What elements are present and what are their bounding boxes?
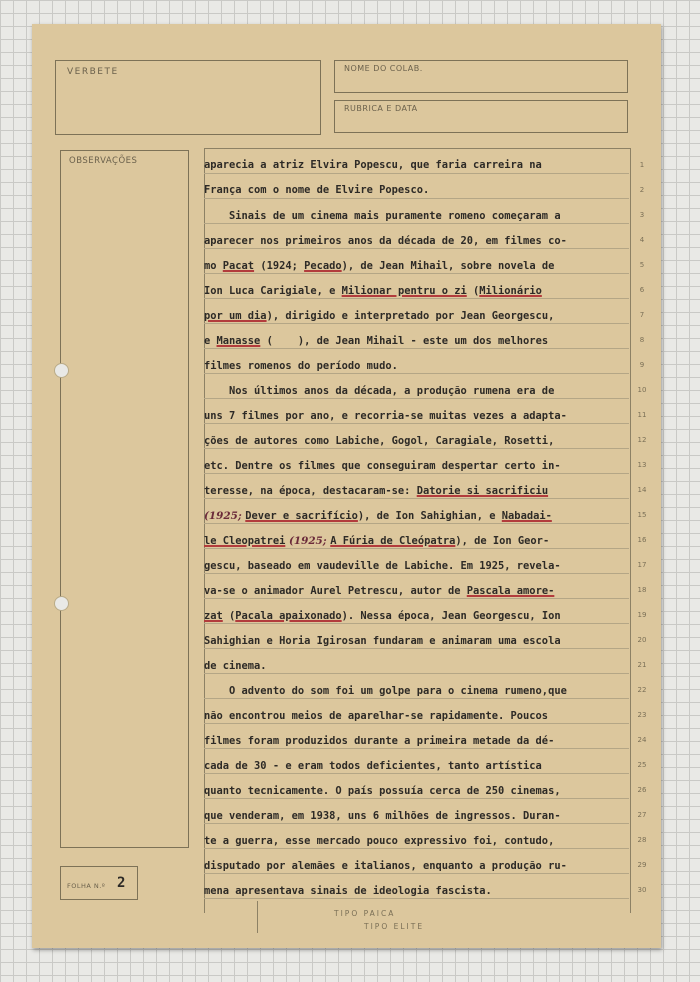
- text-line-19: zat (Pacala apaixonado). Nessa época, Jean Georgescu, Ion: [204, 610, 561, 622]
- folha-box: [60, 866, 138, 900]
- line-number: 14: [637, 486, 647, 494]
- line-number: 13: [637, 461, 647, 469]
- tipo-paica-label: TIPO PAICA: [334, 909, 396, 918]
- text-line-14: teresse, na época, destacaram-se: Datorie si sacrificiu: [204, 485, 549, 497]
- text-line-2: França com o nome de Elvire Popesco.: [204, 184, 430, 196]
- folha-number: 2: [117, 875, 126, 891]
- line-number: 2: [639, 186, 645, 194]
- line-number: 12: [637, 436, 647, 444]
- line-number: 17: [637, 561, 647, 569]
- text-line-26: quanto tecnicamente. O país possuía cerca de 250 cinemas,: [204, 785, 561, 797]
- folha-label: FOLHA N.º: [67, 882, 106, 890]
- film-title-manasse: Manasse: [216, 335, 261, 347]
- text-line-1: aparecia a atriz Elvira Popescu, que faria carreira na: [204, 159, 542, 171]
- line-number: 24: [637, 736, 647, 744]
- line-number: 28: [637, 836, 647, 844]
- line-number: 23: [637, 711, 647, 719]
- film-title-pacala: Pacala apaixonado: [235, 610, 342, 622]
- film-title-datorie: Datorie si sacrificiu: [416, 485, 549, 497]
- text-line-5: mo Pacat (1924; Pecado), de Jean Mihail, sobre novela de: [204, 260, 555, 272]
- nome-colab-label: NOME DO COLAB.: [344, 64, 423, 73]
- text-line-4: aparecer nos primeiros anos da década de 20, em filmes co-: [204, 235, 567, 247]
- text-line-25: cada de 30 - e eram todos deficientes, tanto artística: [204, 760, 542, 772]
- text-line-21: de cinema.: [204, 660, 267, 672]
- line-number: 11: [637, 411, 647, 419]
- punch-hole-bottom: [54, 596, 69, 611]
- film-title-pecado: Pecado: [304, 260, 342, 272]
- text-line-18: va-se o animador Aurel Petrescu, autor de Pascala amore-: [204, 585, 555, 597]
- text-line-7: por um dia), dirigido e interpretado por Jean Georgescu,: [204, 310, 555, 322]
- line-number: 4: [639, 236, 645, 244]
- typed-text-body: [204, 148, 629, 912]
- line-number: 18: [637, 586, 647, 594]
- film-title-nabadaile: Nabadai-: [501, 510, 552, 522]
- line-number: 30: [637, 886, 647, 894]
- line-number: 6: [639, 286, 645, 294]
- text-line-17: gescu, baseado em vaudeville de Labiche. Em 1925, revela-: [204, 560, 561, 572]
- line-number: 9: [639, 361, 645, 369]
- observacoes-box: [60, 150, 189, 848]
- text-line-6: Ion Luca Carigiale, e Milionar pentru o zi (Milionário: [204, 285, 542, 297]
- line-number: 29: [637, 861, 647, 869]
- line-number: 5: [639, 261, 645, 269]
- text-line-9: filmes romenos do período mudo.: [204, 360, 398, 372]
- observacoes-label: OBSERVAÇÕES: [69, 156, 138, 166]
- text-line-10: Nos últimos anos da década, a produção rumena era de: [204, 385, 555, 397]
- text-line-23: não encontrou meios de aparelhar-se rapidamente. Poucos: [204, 710, 549, 722]
- text-line-28: te a guerra, esse mercado pouco expressivo foi, contudo,: [204, 835, 555, 847]
- rubrica-data-label: RUBRICA E DATA: [344, 104, 418, 113]
- film-title-dever: Dever e sacrifício: [245, 510, 358, 522]
- film-title-cleopatrei: le Cleopatrei: [204, 535, 286, 547]
- handwritten-year-1925-b: (1925;: [285, 535, 331, 547]
- rubrica-data-box: [334, 100, 628, 133]
- film-title-zat: zat: [204, 610, 223, 622]
- film-title-milionario: Milionário: [479, 285, 542, 297]
- text-line-24: filmes foram produzidos durante a primeira metade da dé-: [204, 735, 555, 747]
- line-number: 3: [639, 211, 645, 219]
- text-line-15: (1925; Dever e sacrifício), de Ion Sahighian, e Nabadai-: [204, 510, 552, 522]
- line-number: 10: [637, 386, 647, 394]
- line-number: 21: [637, 661, 647, 669]
- punch-hole-top: [54, 363, 69, 378]
- line-number: 22: [637, 686, 647, 694]
- verbete-label: VERBETE: [67, 67, 119, 77]
- line-number: 25: [637, 761, 647, 769]
- text-line-16: le Cleopatrei (1925; A Fúria de Cleópatra), de Ion Geor-: [204, 535, 550, 547]
- line-number: 19: [637, 611, 647, 619]
- tipo-elite-label: TIPO ELITE: [364, 922, 425, 931]
- text-line-11: uns 7 filmes por ano, e recorria-se muitas vezes a adapta-: [204, 410, 567, 422]
- line-number: 16: [637, 536, 647, 544]
- film-title-por-um-dia: por um dia: [204, 310, 267, 322]
- typewritten-form-sheet: [32, 24, 661, 948]
- text-line-30: mena apresentava sinais de ideologia fascista.: [204, 885, 492, 897]
- line-number: 26: [637, 786, 647, 794]
- line-number: 1: [639, 161, 645, 169]
- text-line-3: Sinais de um cinema mais puramente romeno começaram a: [204, 210, 561, 222]
- text-line-8: e Manasse ( ), de Jean Mihail - este um dos melhores: [204, 335, 549, 347]
- verbete-box: [55, 60, 321, 135]
- nome-colab-box: [334, 60, 628, 93]
- line-number: 8: [639, 336, 645, 344]
- film-title-pascala: Pascala amore-: [466, 585, 555, 597]
- line-number: 15: [637, 511, 647, 519]
- text-line-12: ções de autores como Labiche, Gogol, Caragiale, Rosetti,: [204, 435, 555, 447]
- line-number: 27: [637, 811, 647, 819]
- text-line-13: etc. Dentre os filmes que conseguiram despertar certo in-: [204, 460, 561, 472]
- line-number: 7: [639, 311, 645, 319]
- film-title-furia: A Fúria de Cleópatra: [330, 535, 456, 547]
- text-line-22: O advento do som foi um golpe para o cinema rumeno,que: [204, 685, 567, 697]
- line-number: 20: [637, 636, 647, 644]
- film-title-pacat: Pacat: [222, 260, 255, 272]
- text-line-29: disputado por alemães e italianos, enquanto a produção ru-: [204, 860, 567, 872]
- handwritten-year-1925-a: (1925;: [204, 510, 246, 522]
- text-line-27: que venderam, em 1938, uns 6 milhões de ingressos. Duran-: [204, 810, 561, 822]
- text-line-20: Sahighian e Horia Igirosan fundaram e animaram uma escola: [204, 635, 561, 647]
- film-title-milionar: Milionar pentru o zi: [341, 285, 467, 297]
